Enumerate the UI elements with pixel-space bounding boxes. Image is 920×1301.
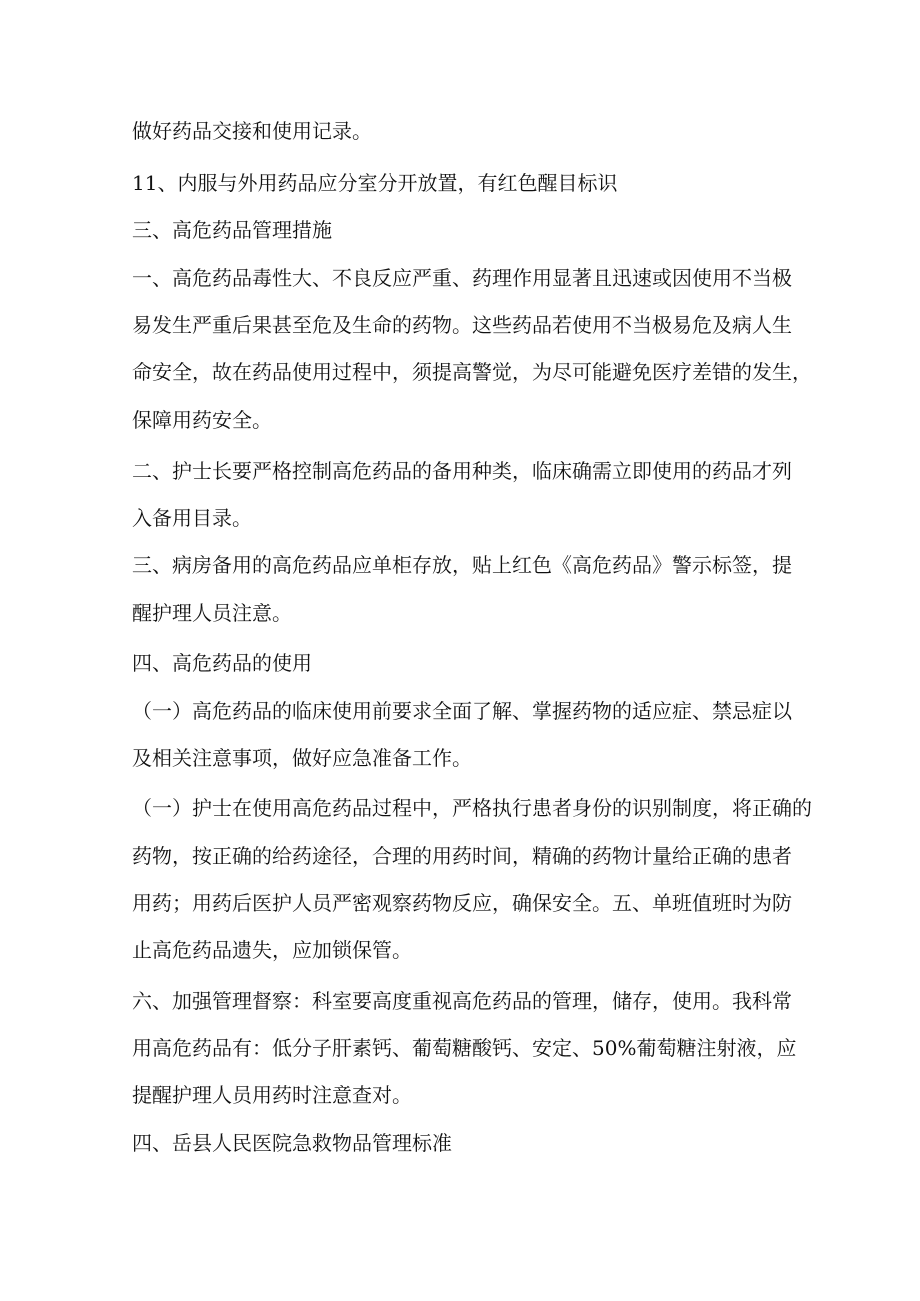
text-line-4: 一、高危药品毒性大、不良反应严重、药理作用显著且迅速或因使用不当极	[132, 266, 792, 290]
text-line-11: 醒护理人员注意。	[132, 601, 292, 625]
text-line-1: 做好药品交接和使用记录。	[132, 119, 372, 143]
text-line-19: 六、加强管理督察：科室要高度重视高危药品的管理，储存，使用。我科常	[132, 989, 792, 1013]
section-heading-12: 四、高危药品的使用	[132, 651, 312, 675]
text-line-15: （一）护士在使用高危药品过程中，严格执行患者身份的识别制度，将正确的	[132, 796, 812, 820]
section-heading-3: 三、高危药品管理措施	[132, 218, 332, 242]
text-line-13: （一）高危药品的临床使用前要求全面了解、掌握药物的适应症、禁忌症以	[132, 699, 792, 723]
text-line-17: 用药；用药后医护人员严密观察药物反应，确保安全。五、单班值班时为防	[132, 891, 792, 915]
text-line-14: 及相关注意事项，做好应急准备工作。	[132, 746, 472, 770]
text-line-2: 11、内服与外用药品应分室分开放置，有红色醒目标识	[132, 171, 618, 195]
text-line-9: 入备用目录。	[132, 506, 252, 530]
text-line-7: 保障用药安全。	[132, 408, 272, 432]
text-line-6: 命安全，故在药品使用过程中，须提高警觉，为尽可能避免医疗差错的发生，	[132, 360, 812, 384]
text-line-18: 止高危药品遗失，应加锁保管。	[132, 938, 412, 962]
section-heading-22: 四、岳县人民医院急救物品管理标准	[132, 1131, 452, 1155]
text-line-16: 药物，按正确的给药途径，合理的用药时间，精确的药物计量给正确的患者	[132, 844, 792, 868]
text-line-20: 用高危药品有：低分子肝素钙、葡萄糖酸钙、安定、50%葡萄糖注射液，应	[132, 1036, 797, 1060]
text-line-10: 三、病房备用的高危药品应单柜存放，贴上红色《高危药品》警示标签，提	[132, 553, 792, 577]
text-line-8: 二、护士长要严格控制高危药品的备用种类，临床确需立即使用的药品才列	[132, 459, 792, 483]
text-line-5: 易发生严重后果甚至危及生命的药物。这些药品若使用不当极易危及病人生	[132, 313, 792, 337]
text-line-21: 提醒护理人员用药时注意查对。	[132, 1083, 412, 1107]
